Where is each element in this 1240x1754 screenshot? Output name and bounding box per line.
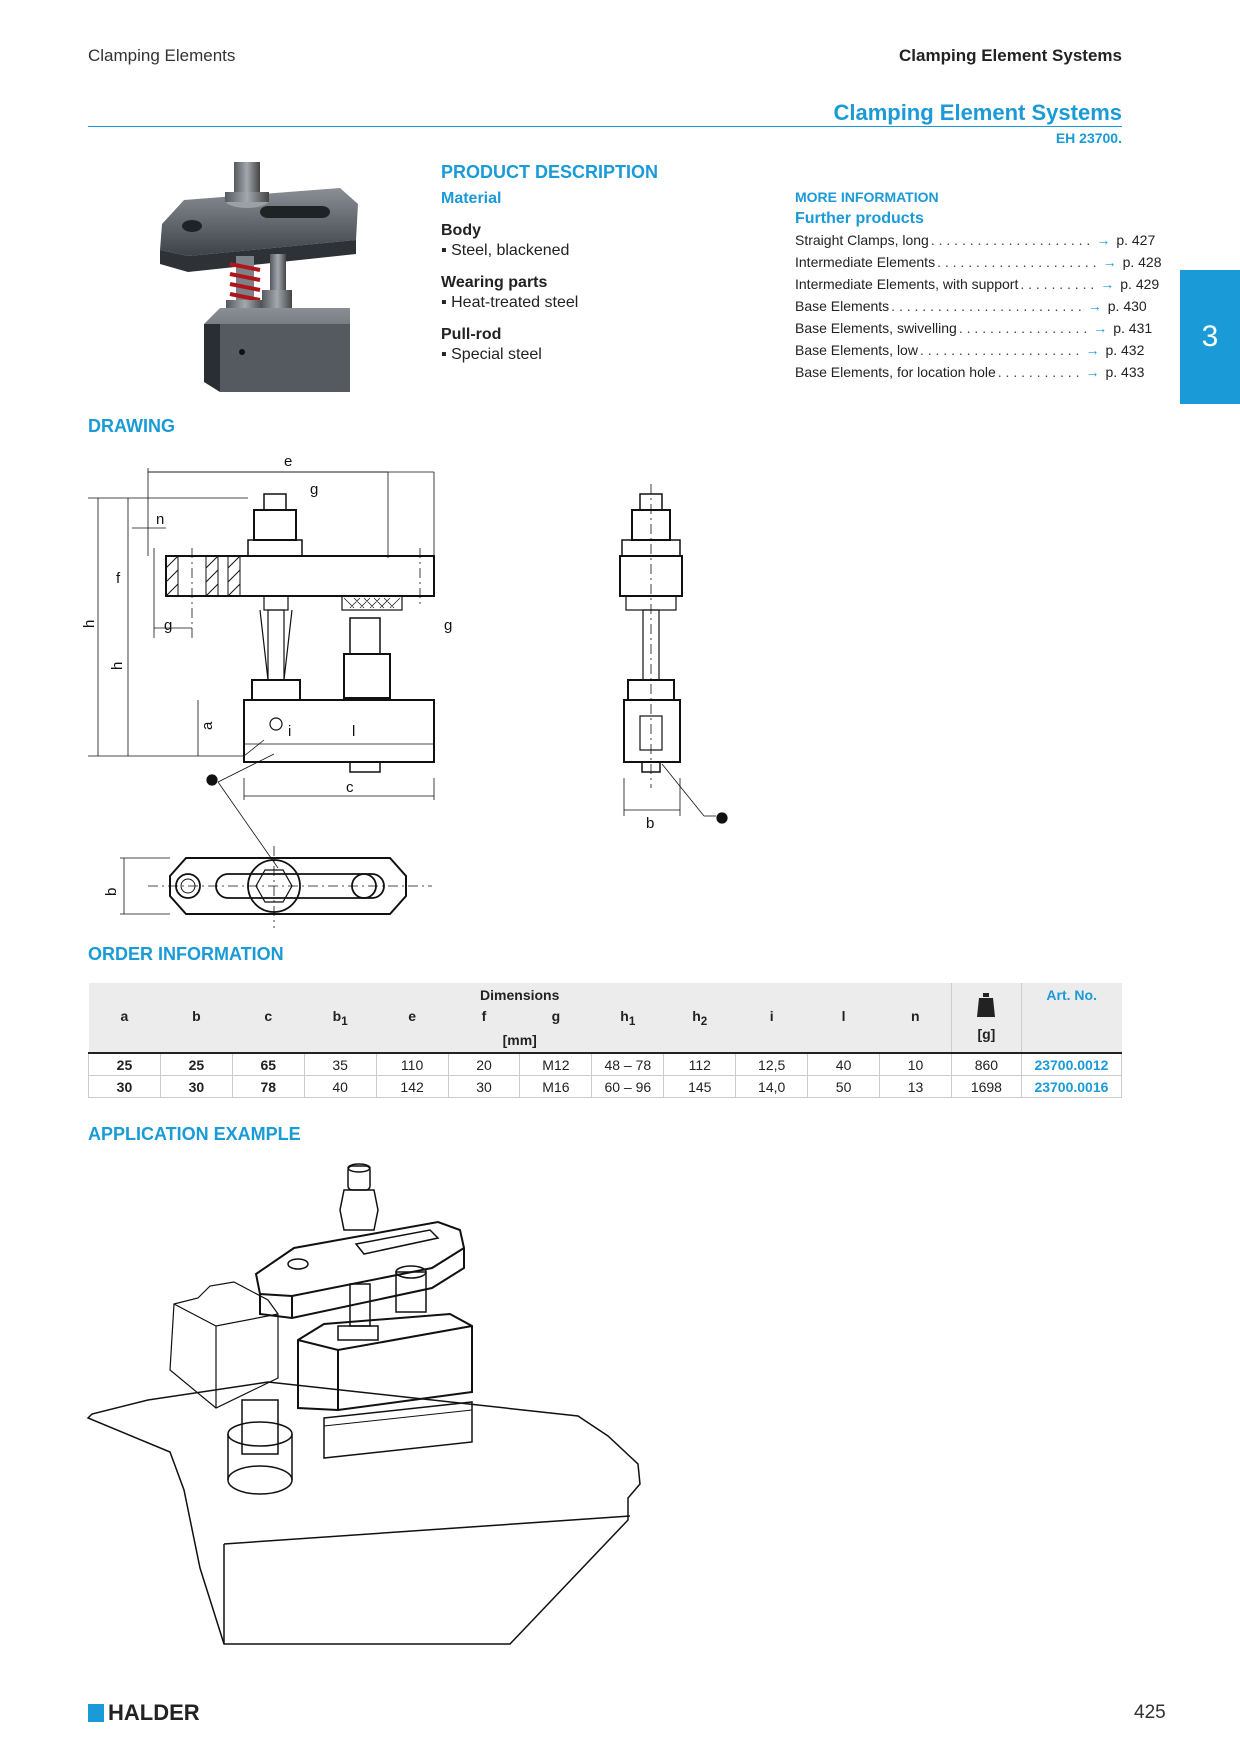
arrow-right-icon: →	[1102, 254, 1117, 270]
product-name: Intermediate Elements	[795, 254, 936, 270]
material-label: Wearing parts	[441, 274, 548, 291]
dim-label-l: l	[352, 723, 356, 740]
table-cell: 25	[89, 1053, 161, 1076]
header-section-label: Clamping Elements	[88, 46, 236, 65]
table-cell: 60 – 96	[592, 1076, 664, 1098]
dimensions-group-header: Dimensions	[89, 983, 952, 1007]
table-cell: 142	[376, 1076, 448, 1098]
dim-label-g-lower: g	[164, 617, 173, 634]
dim-label-b1: b	[103, 887, 120, 896]
leader-dots: . . . . . . . . . . . . . . . . . . . . .	[919, 342, 1080, 358]
column-header: g	[520, 1007, 592, 1028]
art-no-header: Art. No.	[1021, 983, 1121, 1053]
dim-label-h1: h	[109, 661, 126, 670]
dim-label-b: b	[646, 815, 655, 832]
page-reference: p. 432	[1105, 342, 1145, 358]
technical-drawing	[81, 448, 768, 928]
column-header: b	[160, 1007, 232, 1028]
chapter-tab[interactable]: 3	[1180, 270, 1240, 404]
table-cell: 1698	[951, 1076, 1021, 1098]
leader-dots: . . . . . . . . . . . . . . . . . . . . .	[937, 254, 1097, 270]
weight-header	[951, 983, 1021, 1053]
further-product-link[interactable]	[795, 232, 1156, 254]
table-cell: M16	[520, 1076, 592, 1098]
dim-label-i: i	[288, 723, 292, 740]
material-item-pull-rod	[441, 326, 542, 364]
column-header: f	[448, 1007, 520, 1028]
material-label: Body	[441, 222, 481, 239]
leader-dots: . . . . . . . . . . . . . . . . .	[958, 320, 1088, 336]
table-row	[89, 1053, 1122, 1076]
arrow-right-icon: →	[1085, 342, 1100, 358]
halder-logo-icon	[88, 1704, 104, 1722]
drawing-heading: DRAWING	[88, 416, 175, 436]
title-divider	[88, 126, 1122, 127]
page-reference: p. 430	[1107, 298, 1147, 314]
table-cell: 112	[664, 1053, 736, 1076]
product-name: Base Elements, low	[795, 342, 918, 358]
table-row	[89, 1076, 1122, 1098]
product-name: Base Elements, swivelling	[795, 320, 957, 336]
product-code: EH 23700.	[1055, 130, 1122, 146]
further-product-link[interactable]	[795, 364, 1145, 386]
table-cell: 48 – 78	[592, 1053, 664, 1076]
column-header: $h_1$	[592, 1007, 664, 1028]
order-info-heading: ORDER INFORMATION	[88, 944, 284, 964]
material-value: ▪ Special steel	[441, 346, 542, 363]
brand-name: HALDER	[108, 1700, 200, 1725]
product-photo	[150, 160, 400, 400]
weight-unit: [g]	[977, 1026, 996, 1042]
table-cell: 35	[304, 1053, 376, 1076]
further-products-heading: Further products	[795, 210, 924, 227]
dimensions-unit: [mm]	[89, 1028, 952, 1053]
column-header: l	[808, 1007, 880, 1028]
arrow-right-icon: →	[1096, 232, 1111, 248]
table-cell: 50	[808, 1076, 880, 1098]
arrow-right-icon: →	[1100, 276, 1115, 292]
material-heading: Material	[441, 190, 502, 207]
material-item-body	[441, 222, 569, 260]
dim-label-e: e	[284, 453, 293, 470]
page-reference: p. 428	[1122, 254, 1162, 270]
column-header: i	[736, 1007, 808, 1028]
table-cell: 30	[89, 1076, 161, 1098]
column-header: e	[376, 1007, 448, 1028]
material-value: ▪ Steel, blackened	[441, 242, 570, 259]
table-cell: 40	[808, 1053, 880, 1076]
table-cell: 65	[232, 1053, 304, 1076]
further-product-link[interactable]	[795, 298, 1147, 320]
leader-dots: . . . . . . . . . . .	[997, 364, 1080, 380]
leader-dots: . . . . . . . . . . . . . . . . . . . . . . . . .	[891, 298, 1082, 314]
page-title: Clamping Element Systems	[833, 100, 1122, 125]
column-header: n	[880, 1007, 952, 1028]
column-header: $b_1$	[304, 1007, 376, 1028]
application-illustration	[88, 1164, 648, 1644]
column-header: $h_2$	[664, 1007, 736, 1028]
table-cell: M12	[520, 1053, 592, 1076]
product-description-heading: PRODUCT DESCRIPTION	[441, 162, 659, 182]
table-cell: 14,0	[736, 1076, 808, 1098]
article-number-link[interactable]: 23700.0016	[1021, 1076, 1121, 1098]
table-cell: 13	[880, 1076, 952, 1098]
product-name: Base Elements, for location hole	[795, 364, 996, 380]
leader-dots: . . . . . . . . . .	[1020, 276, 1095, 292]
table-cell: 25	[160, 1053, 232, 1076]
application-example-heading: APPLICATION EXAMPLE	[88, 1124, 301, 1144]
dim-label-f: f	[116, 570, 121, 587]
page-reference: p. 427	[1116, 232, 1156, 248]
dim-label-a: a	[199, 721, 216, 730]
arrow-right-icon: →	[1085, 364, 1100, 380]
table-cell: 145	[664, 1076, 736, 1098]
dim-label-h2: h	[81, 619, 98, 628]
material-value: ▪ Heat-treated steel	[441, 294, 579, 311]
product-name: Intermediate Elements, with support	[795, 276, 1019, 292]
order-table	[88, 983, 1122, 1098]
table-cell: 40	[304, 1076, 376, 1098]
article-number-link[interactable]: 23700.0012	[1021, 1053, 1121, 1076]
further-product-link[interactable]	[795, 342, 1145, 364]
arrow-right-icon: →	[1087, 298, 1102, 314]
dim-label-g-support: g	[444, 617, 453, 634]
weight-icon	[977, 993, 995, 1017]
page-reference: p. 431	[1113, 320, 1153, 336]
further-product-link[interactable]	[795, 276, 1160, 298]
product-name: Straight Clamps, long	[795, 232, 929, 248]
material-label: Pull-rod	[441, 326, 502, 343]
brand-logo	[88, 1700, 200, 1726]
table-cell: 110	[376, 1053, 448, 1076]
table-cell: 30	[160, 1076, 232, 1098]
arrow-right-icon: →	[1093, 320, 1108, 336]
table-cell: 860	[951, 1053, 1021, 1076]
product-name: Base Elements	[795, 298, 890, 314]
table-cell: 20	[448, 1053, 520, 1076]
leader-dots: . . . . . . . . . . . . . . . . . . . . .	[930, 232, 1091, 248]
column-header: c	[232, 1007, 304, 1028]
page-reference: p. 429	[1120, 276, 1160, 292]
table-cell: 30	[448, 1076, 520, 1098]
further-products-list	[795, 232, 1162, 386]
dim-label-c: c	[346, 779, 354, 796]
header-chapter-label: Clamping Element Systems	[899, 46, 1122, 65]
table-cell: 12,5	[736, 1053, 808, 1076]
table-cell: 78	[232, 1076, 304, 1098]
material-item-wearing-parts	[441, 274, 578, 312]
dim-label-n: n	[156, 511, 165, 528]
column-header: a	[89, 1007, 161, 1028]
page-number: 425	[1134, 1702, 1166, 1723]
table-cell: 10	[880, 1053, 952, 1076]
page-reference: p. 433	[1105, 364, 1145, 380]
further-product-link[interactable]	[795, 320, 1153, 342]
further-product-link[interactable]	[795, 254, 1162, 276]
dim-label-g: g	[310, 481, 319, 498]
more-info-heading: MORE INFORMATION	[795, 189, 939, 205]
